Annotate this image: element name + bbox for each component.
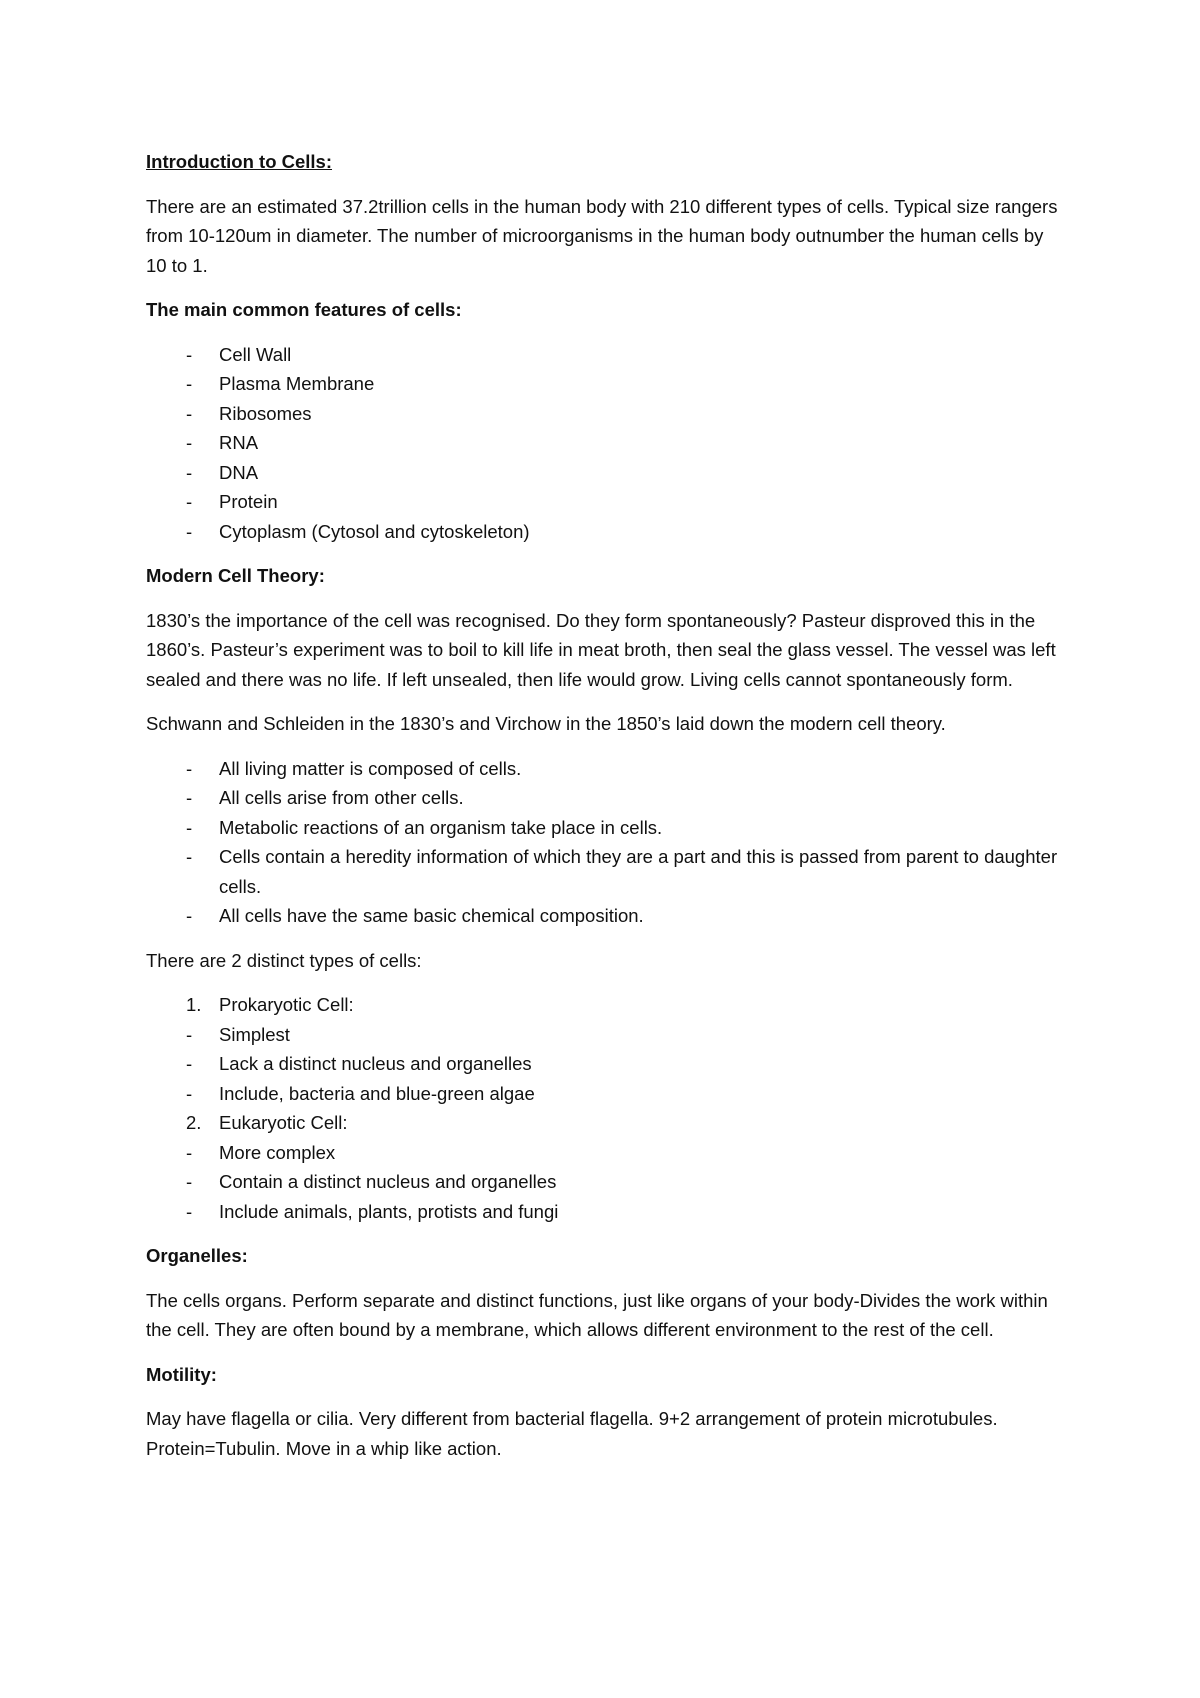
list-item — [146, 1197, 1066, 1227]
types-intro: There are 2 distinct types of cells: — [146, 949, 422, 971]
list-item — [146, 783, 1066, 813]
list-item — [146, 1049, 1066, 1079]
list-marker: - — [186, 757, 193, 779]
list-marker: - — [186, 905, 193, 926]
list-marker: - — [186, 520, 193, 542]
list-item-text: Prokaryotic Cell: — [219, 994, 354, 1015]
list-marker: - — [186, 1171, 193, 1192]
list-item-text: Cytoplasm (Cytosol and cytoskeleton) — [219, 520, 530, 542]
list-item-text: Eukaryotic Cell: — [219, 1112, 348, 1133]
intro-paragraph: There are an estimated 37.2trillion cells in the human body with 210 different types of cells. Typical size rangers from 10-120um in diameter. The number of microorganisms in the human body outnumber the human cells by 10 to 1. — [146, 195, 1058, 276]
theory-paragraph-1: 1830’s the importance of the cell was recognised. Do they form spontaneously? Pasteur disproved this in the 1860’s. Pasteur’s experiment was to boil to kill life in meat broth, then seal the glass vessel. The vessel was left sealed and there was no life. If left unsealed, then life would grow. Living cells cannot spontaneously form. — [146, 609, 1056, 690]
list-item-text: More complex — [219, 1141, 336, 1163]
list-marker: - — [186, 1023, 193, 1045]
list-marker: - — [186, 816, 193, 838]
list-item — [146, 487, 1066, 517]
list-item — [146, 399, 1066, 429]
list-item — [146, 1138, 1066, 1168]
list-item-text: Lack a distinct nucleus and organelles — [219, 1053, 532, 1074]
list-item — [146, 1020, 1066, 1050]
list-marker: - — [186, 1082, 193, 1104]
list-item-text: Simplest — [219, 1023, 290, 1045]
list-marker: - — [186, 1141, 193, 1163]
list-item — [146, 428, 1066, 458]
list-item — [146, 842, 1066, 901]
list-item — [146, 1167, 1066, 1197]
document-page — [146, 147, 1066, 1478]
list-item-text: Protein — [219, 491, 278, 512]
list-item-text: Plasma Membrane — [219, 373, 375, 394]
list-item — [146, 754, 1066, 784]
list-item — [146, 517, 1066, 547]
list-item — [146, 340, 1066, 370]
intro-heading: Introduction to Cells: — [146, 151, 333, 172]
list-item-text: RNA — [219, 432, 259, 453]
list-item-text: Contain a distinct nucleus and organelles — [219, 1171, 557, 1192]
features-list — [146, 340, 1066, 547]
organelles-paragraph: The cells organs. Perform separate and distinct functions, just like organs of your body-Divides the work within the cell. They are often bound by a membrane, which allows different environment to the rest of the cell. — [146, 1289, 1048, 1340]
list-marker: - — [186, 402, 193, 424]
list-item — [146, 1108, 1066, 1138]
list-item-text: All cells have the same basic chemical composition. — [219, 905, 644, 926]
list-marker: - — [186, 491, 193, 512]
theory-list — [146, 754, 1066, 931]
list-item-text: Metabolic reactions of an organism take place in cells. — [219, 816, 663, 838]
list-item — [146, 901, 1066, 931]
theory-heading: Modern Cell Theory: — [146, 565, 325, 586]
list-marker: 1. — [186, 994, 202, 1015]
list-marker: - — [186, 1200, 193, 1222]
list-item-text: DNA — [219, 461, 259, 483]
list-item-text: Cell Wall — [219, 343, 292, 365]
list-item-text: Cells contain a heredity information of which they are a part and this is passed from parent to daughter cells. — [219, 846, 1058, 897]
list-marker: 2. — [186, 1112, 202, 1133]
list-item — [146, 1079, 1066, 1109]
list-marker: - — [186, 1053, 193, 1074]
list-item-text: Include, bacteria and blue-green algae — [219, 1082, 535, 1104]
theory-paragraph-2: Schwann and Schleiden in the 1830’s and Virchow in the 1850’s laid down the modern cell theory. — [146, 713, 946, 734]
motility-paragraph: May have flagella or cilia. Very different from bacterial flagella. 9+2 arrangement of protein microtubules. Protein=Tubulin. Move in a whip like action. — [146, 1408, 998, 1459]
organelles-heading: Organelles: — [146, 1245, 248, 1266]
list-item-text: Ribosomes — [219, 402, 312, 424]
list-marker: - — [186, 846, 193, 867]
list-marker: - — [186, 461, 193, 483]
list-item — [146, 369, 1066, 399]
list-item — [146, 813, 1066, 843]
list-marker: - — [186, 787, 193, 808]
list-item-text: All living matter is composed of cells. — [219, 757, 522, 779]
types-list — [146, 990, 1066, 1226]
list-item-text: All cells arise from other cells. — [219, 787, 464, 808]
features-heading: The main common features of cells: — [146, 299, 462, 320]
list-marker: - — [186, 373, 193, 394]
list-marker: - — [186, 343, 193, 365]
list-item — [146, 458, 1066, 488]
motility-heading: Motility: — [146, 1363, 217, 1385]
list-item — [146, 990, 1066, 1020]
list-item-text: Include animals, plants, protists and fungi — [219, 1200, 559, 1222]
list-marker: - — [186, 432, 193, 453]
